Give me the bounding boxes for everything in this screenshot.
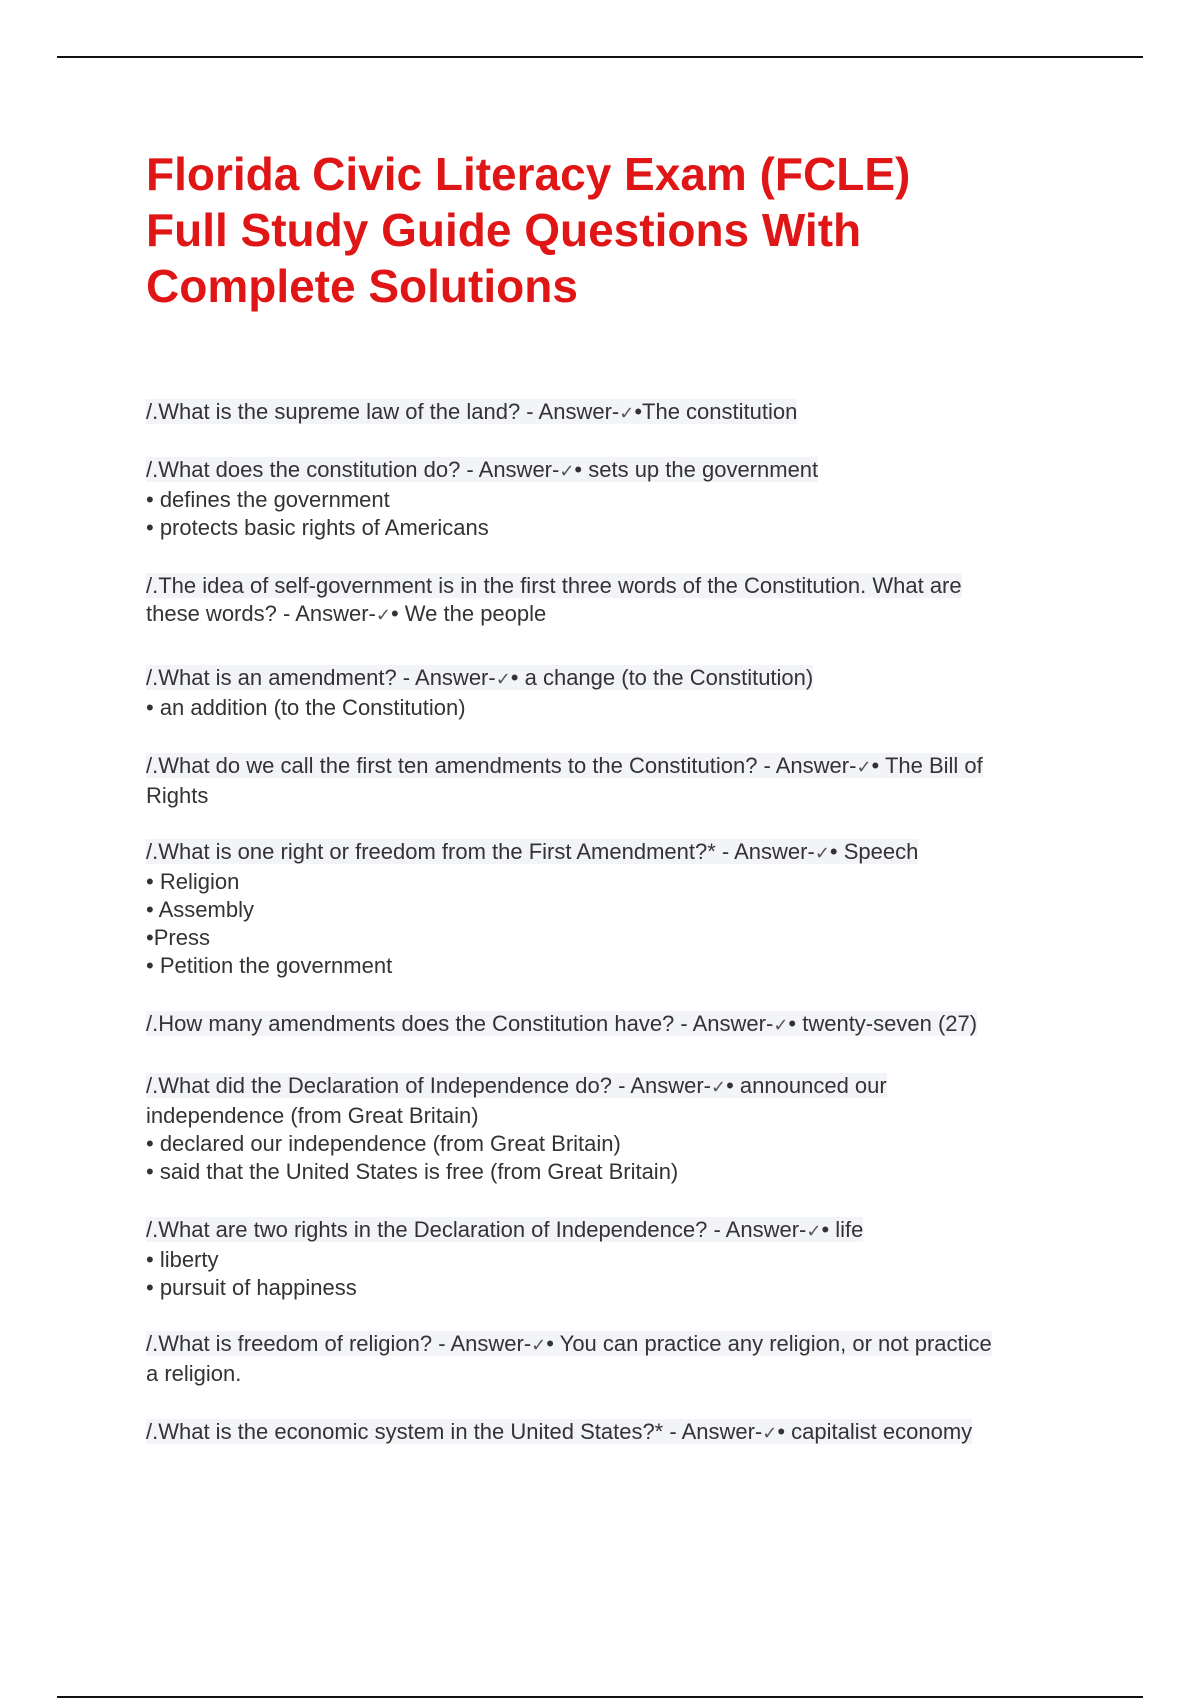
question-prompt: these words? - Answer-: [146, 601, 376, 626]
top-rule: [57, 56, 1143, 58]
answer-line: [146, 514, 1096, 542]
question-text: [146, 1331, 992, 1356]
check-icon: ✓: [814, 843, 830, 864]
answer-text: • The Bill of: [871, 753, 983, 778]
answer-line: [146, 694, 1096, 722]
question-prompt: /.What is the supreme law of the land? - Answer-: [146, 399, 620, 424]
line-text: /.The idea of self-government is in the first three words of the Constitution. What are: [146, 573, 962, 598]
question-line: [146, 456, 1096, 486]
qa-item: [146, 1010, 1096, 1040]
answer-text: • Speech: [829, 839, 919, 864]
question-prompt: /.What is one right or freedom from the First Amendment?* - Answer-: [146, 839, 815, 864]
answer-text: • twenty-seven (27): [788, 1011, 978, 1036]
answer-line: [146, 782, 1096, 810]
question-text: [146, 601, 546, 626]
qa-item: [146, 398, 1096, 428]
answer-text: • capitalist economy: [777, 1419, 973, 1444]
line-text: • Religion: [146, 869, 240, 894]
question-prompt: /.How many amendments does the Constitution have? - Answer-: [146, 1011, 774, 1036]
question-text: [146, 457, 818, 482]
bottom-rule: [57, 1696, 1143, 1698]
question-text: [146, 1217, 863, 1242]
line-text: •Press: [146, 925, 210, 950]
answer-line: [146, 1158, 1096, 1186]
check-icon: ✓: [531, 1335, 547, 1356]
qa-item: [146, 1418, 1096, 1448]
question-prompt: /.What did the Declaration of Independence do? - Answer-: [146, 1073, 712, 1098]
answer-text: • sets up the government: [574, 457, 819, 482]
check-icon: ✓: [856, 757, 872, 778]
line-text: • Petition the government: [146, 953, 393, 978]
check-icon: ✓: [619, 403, 635, 424]
question-text: [146, 753, 983, 778]
answer-line: [146, 1130, 1096, 1158]
question-line: [146, 1216, 1096, 1246]
answer-text: • life: [821, 1217, 864, 1242]
answer-line: [146, 1102, 1096, 1130]
line-text: • protects basic rights of Americans: [146, 515, 489, 540]
qa-item: [146, 1330, 1096, 1388]
line-text: independence (from Great Britain): [146, 1103, 479, 1128]
check-icon: ✓: [559, 461, 575, 482]
check-icon: ✓: [806, 1221, 822, 1242]
question-prompt: /.What are two rights in the Declaration of Independence? - Answer-: [146, 1217, 807, 1242]
answer-line: [146, 952, 1096, 980]
question-line: [146, 398, 1096, 428]
check-icon: ✓: [773, 1015, 789, 1036]
answer-text: • a change (to the Constitution): [510, 665, 814, 690]
title-line: Complete Solutions: [146, 260, 578, 312]
qa-item: [146, 1216, 1096, 1302]
question-text: [146, 1419, 972, 1444]
question-prompt: /.What does the constitution do? - Answer-: [146, 457, 560, 482]
document-title: [146, 146, 1106, 314]
question-line: [146, 1330, 1096, 1360]
question-line: [146, 664, 1096, 694]
qa-item: [146, 838, 1096, 980]
answer-text: • We the people: [390, 601, 547, 626]
question-prompt: /.What is the economic system in the United States?* - Answer-: [146, 1419, 763, 1444]
answer-text: •The constitution: [634, 399, 798, 424]
question-prompt: /.What do we call the first ten amendments to the Constitution? - Answer-: [146, 753, 857, 778]
question-line: [146, 838, 1096, 868]
line-text: • liberty: [146, 1247, 219, 1272]
question-text: [146, 665, 813, 690]
line-text: • defines the government: [146, 487, 390, 512]
question-prompt: /.What is freedom of religion? - Answer-: [146, 1331, 532, 1356]
line-text: • pursuit of happiness: [146, 1275, 357, 1300]
question-text: [146, 1011, 977, 1036]
line-text: a religion.: [146, 1361, 242, 1386]
answer-line: [146, 1246, 1096, 1274]
line-text: • said that the United States is free (from Great Britain): [146, 1159, 679, 1184]
check-icon: ✓: [375, 605, 391, 626]
line-text: • declared our independence (from Great Britain): [146, 1131, 621, 1156]
question-line: [146, 1010, 1096, 1040]
question-line: [146, 1072, 1096, 1102]
line-text: • an addition (to the Constitution): [146, 695, 466, 720]
check-icon: ✓: [762, 1423, 778, 1444]
question-prompt: /.What is an amendment? - Answer-: [146, 665, 496, 690]
question-line: [146, 752, 1096, 782]
answer-text: • You can practice any religion, or not practice: [546, 1331, 992, 1356]
answer-text: • announced our: [726, 1073, 887, 1098]
qa-item: [146, 664, 1096, 722]
question-line: [146, 1418, 1096, 1448]
qa-item: [146, 456, 1096, 542]
question-text: [146, 1073, 887, 1098]
title-line: Florida Civic Literacy Exam (FCLE): [146, 148, 911, 200]
line-text: Rights: [146, 783, 209, 808]
answer-line: [146, 924, 1096, 952]
line-text: • Assembly: [146, 897, 254, 922]
question-text: [146, 399, 797, 424]
question-line: [146, 572, 1096, 600]
qa-item: [146, 752, 1096, 810]
check-icon: ✓: [711, 1077, 727, 1098]
answer-line: [146, 600, 1096, 630]
question-text: [146, 839, 918, 864]
answer-line: [146, 1274, 1096, 1302]
answer-line: [146, 896, 1096, 924]
qa-item: [146, 1072, 1096, 1186]
answer-line: [146, 486, 1096, 514]
answer-line: [146, 1360, 1096, 1388]
answer-line: [146, 868, 1096, 896]
check-icon: ✓: [495, 669, 511, 690]
qa-item: [146, 572, 1096, 630]
title-line: Full Study Guide Questions With: [146, 204, 862, 256]
